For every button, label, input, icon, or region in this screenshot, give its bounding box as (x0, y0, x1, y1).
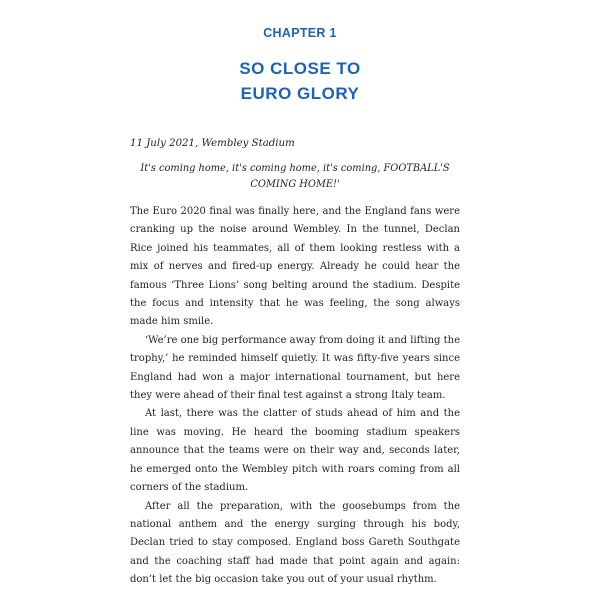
chapter-title (0, 56, 600, 106)
paragraph-2: ‘We’re one big performance away from doing it and lifting the trophy,’ he reminded himself quietly. It was fifty-five years since England had won a major international tournament, but here they were ahead of their final test against a strong Italy team. (130, 334, 460, 402)
paragraph-4: After all the preparation, with the goosebumps from the national anthem and the energy surging through his body, Declan tried to stay composed. England boss Gareth Southgate and the coaching staff had made that point again and again: don’t let the big occasion take you out of your usual rhythm. (130, 500, 460, 586)
body-text (130, 203, 460, 590)
chapter-title-line-2: EURO GLORY (240, 84, 360, 103)
paragraph-1: The Euro 2020 final was finally here, and the England fans were cranking up the noise around Wembley. In the tunnel, Declan Rice joined his teammates, all of them looking restless with a mix of nerves and fired-up energy. Already he could hear the famous ‘Three Lions’ song belting around the stadium. Despite the focus and intensity that he was feeling, the song always made him smile. (130, 206, 460, 328)
paragraph-3: At last, there was the clatter of studs ahead of him and the line was moving. He heard the booming stadium speakers announce that the teams were on their way and, seconds later, he emerged onto the Wembley pitch with roars coming from all corners of the stadium. (130, 408, 460, 494)
dateline: 11 July 2021, Wembley Stadium (130, 138, 295, 149)
epigraph: It's coming home, it's coming home, it's coming, FOOTBALL'S COMING HOME!' (140, 163, 450, 190)
chapter-title-line-1: SO CLOSE TO (239, 59, 361, 78)
chapter-number: CHAPTER 1 (263, 26, 337, 40)
